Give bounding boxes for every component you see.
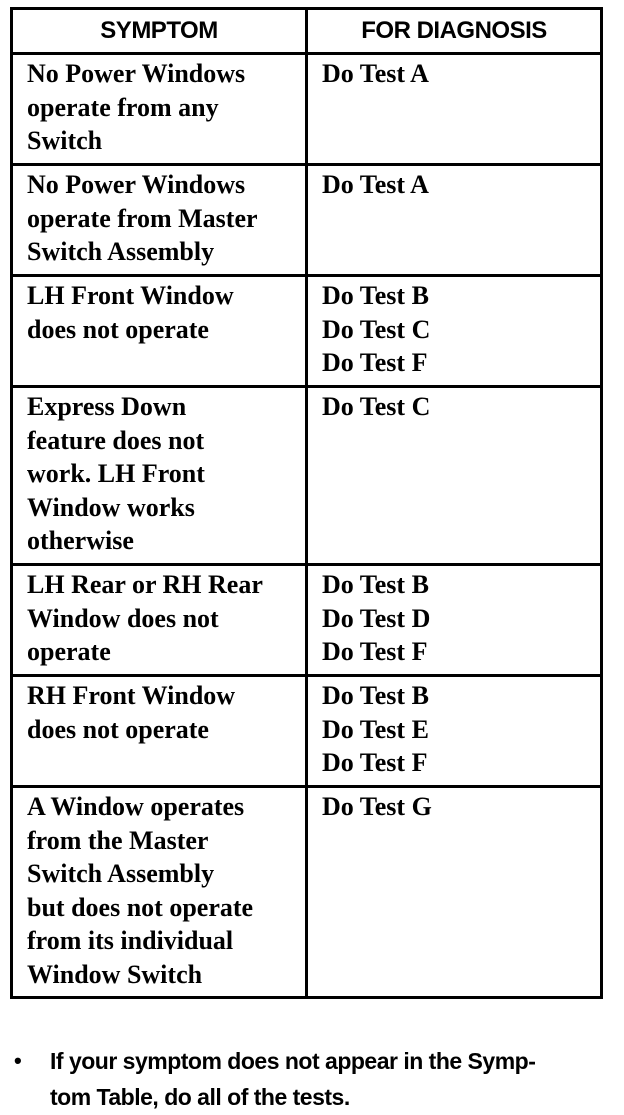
diagnosis-line: Do Test B [322, 570, 429, 599]
diagnosis-line: Do Test F [322, 348, 428, 377]
symptom-line: from its individual [27, 926, 234, 955]
symptom-line: LH Front Window [27, 281, 234, 310]
symptom-line: RH Front Window [27, 681, 236, 710]
symptom-line: A Window operates [27, 792, 245, 821]
diagnosis-cell [307, 676, 602, 787]
diagnosis-line: Do Test D [322, 603, 431, 633]
symptom-line: Switch [27, 126, 103, 155]
symptom-cell [12, 676, 307, 787]
symptom-line: No Power Windows [27, 170, 246, 199]
table-row [12, 787, 602, 998]
symptom-line: Window works [27, 492, 195, 522]
diagnosis-column-header: FOR DIAGNOSIS [307, 9, 602, 54]
symptom-line: Window does not [27, 603, 219, 633]
symptom-cell [12, 54, 307, 165]
table-row [12, 276, 602, 387]
table-row [12, 54, 602, 165]
symptom-line: Switch Assembly [27, 859, 215, 888]
diagnosis-cell [307, 54, 602, 165]
diagnosis-line: Do Test C [322, 392, 431, 421]
symptom-line: does not operate [27, 314, 209, 344]
symptom-line: No Power Windows [27, 59, 246, 88]
symptom-cell [12, 276, 307, 387]
symptom-line: LH Rear or RH Rear [27, 570, 263, 599]
footnote [14, 1043, 614, 1115]
table-row [12, 676, 602, 787]
symptom-line: from the Master [27, 825, 209, 855]
table-row [12, 387, 602, 565]
table-row [12, 165, 602, 276]
table-row [12, 565, 602, 676]
diagnosis-cell [307, 165, 602, 276]
symptom-line: operate from any [27, 92, 219, 122]
footnote-text [50, 1043, 614, 1115]
diagnosis-cell [307, 387, 602, 565]
diagnosis-cell [307, 787, 602, 998]
diagnosis-cell [307, 565, 602, 676]
symptom-line: operate from Master [27, 203, 258, 233]
symptom-cell [12, 165, 307, 276]
bullet-icon: • [14, 1048, 22, 1073]
symptom-line: work. LH Front [27, 459, 205, 488]
symptom-line: otherwise [27, 526, 134, 555]
symptom-cell [12, 787, 307, 998]
diagnosis-line: Do Test A [322, 170, 429, 199]
diagnosis-line: Do Test B [322, 681, 429, 710]
symptom-cell [12, 387, 307, 565]
diagnosis-line: Do Test F [322, 637, 428, 666]
symptom-line: operate [27, 637, 111, 666]
symptom-line: Express Down [27, 392, 187, 421]
diagnosis-line: Do Test C [322, 314, 431, 344]
symptom-line: but does not operate [27, 892, 254, 922]
footnote-line: tom Table, do all of the tests. [50, 1084, 350, 1110]
footnote-line: If your symptom does not appear in the Symp- [50, 1048, 536, 1074]
diagnosis-cell [307, 276, 602, 387]
symptom-column-header: SYMPTOM [12, 9, 307, 54]
table-header-row [12, 9, 602, 54]
diagnosis-line: Do Test F [322, 748, 428, 777]
symptom-line: feature does not [27, 425, 205, 455]
symptom-cell [12, 565, 307, 676]
symptom-table [10, 7, 603, 999]
symptom-line: Window Switch [27, 959, 203, 989]
diagnosis-line: Do Test A [322, 59, 429, 88]
symptom-line: does not operate [27, 714, 209, 744]
diagnosis-line: Do Test B [322, 281, 429, 310]
diagnosis-line: Do Test E [322, 714, 429, 744]
symptom-line: Switch Assembly [27, 237, 215, 266]
diagnosis-line: Do Test G [322, 792, 432, 821]
